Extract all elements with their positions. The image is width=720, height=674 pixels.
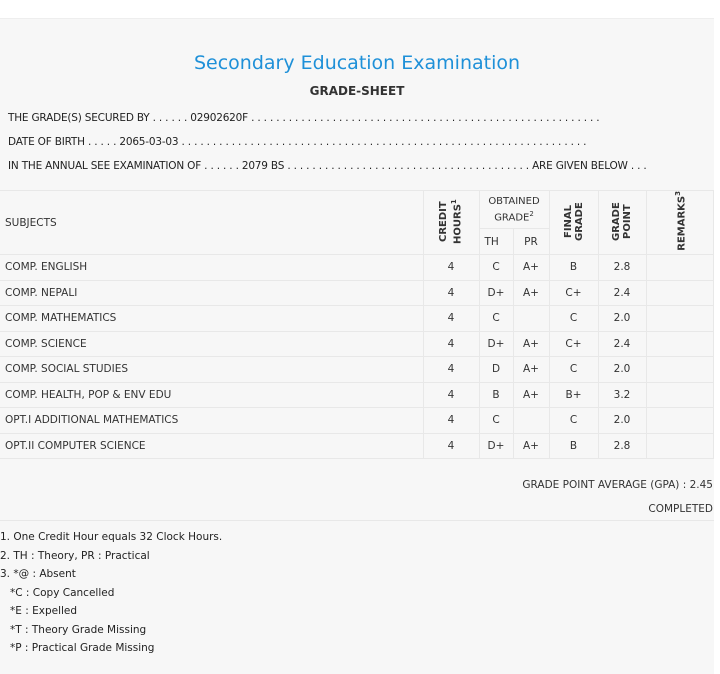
- cell-credit: 4: [423, 331, 479, 357]
- header-pr: PR: [513, 229, 549, 255]
- cell-final: C: [549, 306, 598, 332]
- cell-credit: 4: [423, 255, 479, 281]
- cell-final: B: [549, 433, 598, 459]
- cell-final: C+: [549, 280, 598, 306]
- dots: . . . . . . . . . . . . . . . . . . . . . . . . . . . . . . . . . . . . . . . ARE GIVEN BELOW . . .: [287, 160, 647, 172]
- cell-remarks: [646, 408, 714, 434]
- secured-by-label: THE GRADE(S) SECURED BY . . . . . .: [8, 112, 188, 124]
- cell-pr: A+: [513, 280, 549, 306]
- cell-subject: COMP. SOCIAL STUDIES: [0, 357, 423, 383]
- footnote: *P : Practical Grade Missing: [10, 642, 155, 654]
- dob-value: 2065-03-03: [119, 136, 179, 148]
- footnote: *T : Theory Grade Missing: [10, 623, 147, 636]
- dob-line: [8, 136, 586, 148]
- cell-th: C: [479, 306, 513, 332]
- cell-credit: 4: [423, 357, 479, 383]
- cell-subject: COMP. ENGLISH: [0, 255, 423, 281]
- exam-label: IN THE ANNUAL SEE EXAMINATION OF . . . . . .: [8, 160, 239, 172]
- cell-final: C+: [549, 331, 598, 357]
- cell-pr: A+: [513, 255, 549, 281]
- cell-gp: 2.4: [598, 280, 646, 306]
- cell-remarks: [646, 331, 714, 357]
- table-row: [0, 357, 714, 383]
- symbol-number: 02902620F: [190, 112, 248, 124]
- exam-line: [8, 160, 647, 172]
- footnote: 1. One Credit Hour equals 32 Clock Hours.: [0, 531, 223, 543]
- dots: . . . . . . . . . . . . . . . . . . . . . . . . . . . . . . . . . . . . . . . . . . . . . . . . . . . . . . . .: [251, 112, 600, 124]
- cell-gp: 2.0: [598, 306, 646, 332]
- cell-final: C: [549, 408, 598, 434]
- cell-subject: OPT.I ADDITIONAL MATHEMATICS: [0, 408, 423, 434]
- cell-subject: COMP. MATHEMATICS: [0, 306, 423, 332]
- footnote: *E : Expelled: [10, 605, 78, 617]
- header-subjects: SUBJECTS: [0, 191, 423, 255]
- page-title: Secondary Education Examination: [193, 52, 521, 74]
- dots: . . . . . . . . . . . . . . . . . . . . . . . . . . . . . . . . . . . . . . . . . . . . . . . . . . . . . . . . . . . . . . . . .: [181, 136, 587, 148]
- header-credit-hours: CREDIT HOURS$^1$: [423, 191, 479, 255]
- cell-th: D+: [479, 433, 513, 459]
- cell-pr: [513, 306, 549, 332]
- cell-remarks: [646, 306, 714, 332]
- cell-subject: COMP. SCIENCE: [0, 331, 423, 357]
- cell-th: D+: [479, 280, 513, 306]
- gpa-summary: GRADE POINT AVERAGE (GPA) : 2.45: [522, 479, 713, 491]
- cell-th: B: [479, 382, 513, 408]
- cell-subject: COMP. HEALTH, POP & ENV EDU: [0, 382, 423, 408]
- cell-credit: 4: [423, 382, 479, 408]
- table-row: [0, 306, 714, 332]
- result-status: COMPLETED: [648, 503, 713, 515]
- table-row: [0, 382, 714, 408]
- footnote: *C : Copy Cancelled: [10, 586, 115, 599]
- cell-remarks: [646, 357, 714, 383]
- cell-remarks: [646, 280, 714, 306]
- secured-by-line: [8, 112, 599, 124]
- cell-gp: 2.8: [598, 433, 646, 459]
- divider: [0, 520, 714, 521]
- cell-pr: A+: [513, 433, 549, 459]
- cell-pr: A+: [513, 382, 549, 408]
- cell-credit: 4: [423, 433, 479, 459]
- header-obtained-grade: OBTAINED GRADE$^2$: [479, 191, 549, 229]
- header-final-grade: FINAL GRADE: [549, 191, 598, 255]
- cell-th: C: [479, 408, 513, 434]
- table-row: [0, 408, 714, 434]
- table-row: [0, 331, 714, 357]
- cell-gp: 3.2: [598, 382, 646, 408]
- cell-credit: 4: [423, 306, 479, 332]
- cell-remarks: [646, 255, 714, 281]
- footnote: 2. TH : Theory, PR : Practical: [0, 549, 150, 562]
- cell-pr: [513, 408, 549, 434]
- cell-subject: COMP. NEPALI: [0, 280, 423, 306]
- cell-credit: 4: [423, 280, 479, 306]
- cell-subject: OPT.II COMPUTER SCIENCE: [0, 433, 423, 459]
- cell-final: B+: [549, 382, 598, 408]
- cell-gp: 2.8: [598, 255, 646, 281]
- cell-th: D+: [479, 331, 513, 357]
- header-grade-point: GRADE POINT: [598, 191, 646, 255]
- table-row: [0, 280, 714, 306]
- grades-table: [0, 190, 714, 459]
- cell-remarks: [646, 382, 714, 408]
- cell-final: C: [549, 357, 598, 383]
- cell-th: C: [479, 255, 513, 281]
- cell-remarks: [646, 433, 714, 459]
- cell-th: D: [479, 357, 513, 383]
- exam-year: 2079 BS: [241, 160, 285, 172]
- cell-final: B: [549, 255, 598, 281]
- cell-gp: 2.4: [598, 331, 646, 357]
- table-row: [0, 433, 714, 459]
- cell-credit: 4: [423, 408, 479, 434]
- cell-gp: 2.0: [598, 357, 646, 383]
- grade-sheet-heading: GRADE-SHEET: [309, 84, 405, 98]
- cell-gp: 2.0: [598, 408, 646, 434]
- footnote: 3. *@ : Absent: [0, 568, 76, 580]
- cell-pr: A+: [513, 331, 549, 357]
- table-row: [0, 255, 714, 281]
- cell-pr: A+: [513, 357, 549, 383]
- header-th: TH: [479, 229, 513, 255]
- header-remarks: REMARKS$^3$: [646, 191, 714, 255]
- dob-label: DATE OF BIRTH . . . . .: [8, 136, 117, 148]
